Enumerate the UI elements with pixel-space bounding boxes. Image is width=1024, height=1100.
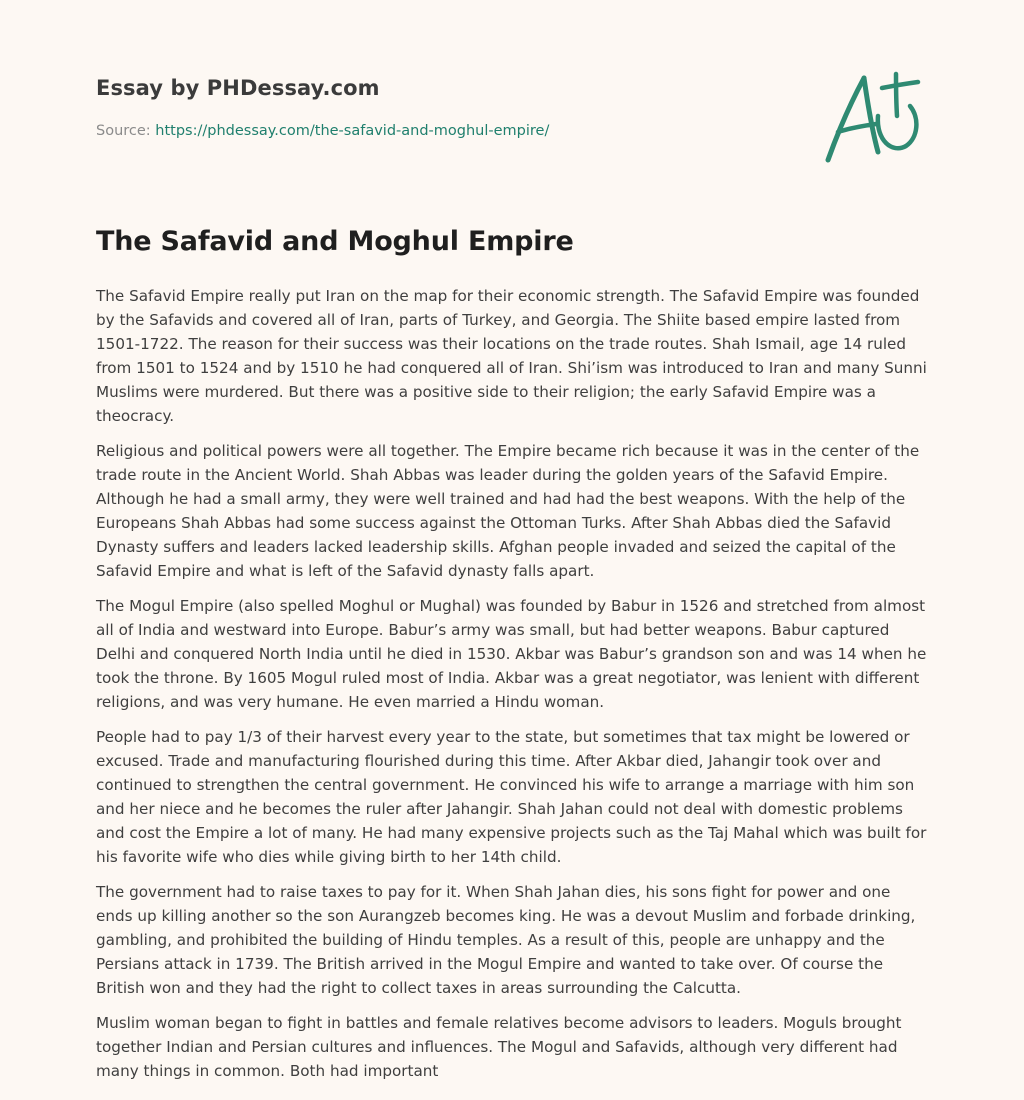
essay-paragraph: The government had to raise taxes to pay for it. When Shah Jahan dies, his sons fight for power and one ends up killing another so the son Aurangzeb becomes king. He was a devout Muslim and forbade drinking, gambling, and prohibited the building of Hindu temples. As a result of this, people are unhappy and the Persians attack in 1739. The British arrived in the Mogul Empire and wanted to take over. Of course the British won and they had the right to collect taxes in areas surrounding the Calcutta. [96, 883, 916, 997]
essay-paragraph: Religious and political powers were all together. The Empire became rich because it was in the center of the trade route in the Ancient World. Shah Abbas was leader during the golden years of the Safavid Empire. Although he had a small army, they were well trained and had had the best weapons. With the help of the Europeans Shah Abbas had some success against the Ottoman Turks. After Shah Abbas died the Safavid Dynasty suffers and leaders lacked leadership skills. Afghan people invaded and seized the capital of the Safavid Empire and what is left of the Safavid dynasty falls apart. [96, 442, 920, 580]
essay-body [96, 284, 928, 1094]
source-label: Source: [96, 123, 156, 139]
site-brand: Essay by PHDessay.com [96, 76, 380, 100]
essay-title: The Safavid and Moghul Empire [96, 226, 574, 257]
essay-paragraph: Muslim woman began to fight in battles and female relatives become advisors to leaders. Moguls brought together Indian and Persian cultures and influences. The Mogul and Safavids, although very different had many things in common. Both had important [96, 1014, 902, 1080]
essay-paragraph: The Mogul Empire (also spelled Moghul or Mughal) was founded by Babur in 1526 and stretched from almost all of India and westward into Europe. Babur’s army was small, but had better weapons. Babur captured Delhi and conquered North India until he died in 1530. Akbar was Babur’s grandson son and was 14 when he took the throne. By 1605 Mogul ruled most of India. Akbar was a great negotiator, was lenient with different religions, and was very humane. He even married a Hindu woman. [96, 597, 927, 711]
essay-paragraph: The Safavid Empire really put Iran on the map for their economic strength. The Safavid Empire was founded by the Safavids and covered all of Iran, parts of Turkey, and Georgia. The Shiite based empire lasted from 1501-1722. The reason for their success was their locations on the trade routes. Shah Ismail, age 14 ruled from 1501 to 1524 and by 1510 he had conquered all of Iran. Shi’ism was introduced to Iran and many Sunni Muslims were murdered. But there was a positive side to their religion; the early Safavid Empire was a theocracy. [96, 287, 927, 425]
essay-header [96, 76, 796, 139]
essay-paragraph: People had to pay 1/3 of their harvest every year to the state, but sometimes that tax might be lowered or excused. Trade and manufacturing flourished during this time. After Akbar died, Jahangir took over and continued to strengthen the central government. He convinced his wife to arrange a marriage with him son and her niece and he becomes the ruler after Jahangir. Shah Jahan could not deal with domestic problems and cost the Empire a lot of many. He had many expensive projects such as the Taj Mahal which was built for his favorite wife who dies while giving birth to her 14th child. [96, 728, 927, 866]
source-line [96, 123, 796, 139]
source-link[interactable]: https://phdessay.com/the-safavid-and-moghul-empire/ [155, 123, 550, 139]
a-plus-logo-icon [818, 66, 930, 166]
